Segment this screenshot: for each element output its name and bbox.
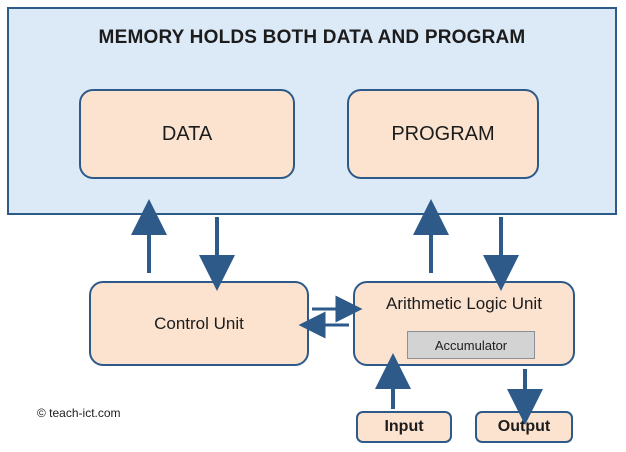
alu-label: Arithmetic Logic Unit bbox=[386, 294, 542, 313]
memory-program-block bbox=[347, 89, 539, 179]
input-block bbox=[356, 411, 452, 443]
memory-data-block bbox=[79, 89, 295, 179]
control-unit-block bbox=[89, 281, 309, 366]
memory-title: MEMORY HOLDS BOTH DATA AND PROGRAM bbox=[98, 27, 526, 48]
memory-program-label: PROGRAM bbox=[391, 122, 495, 145]
credit-text: © teach-ict.com bbox=[37, 406, 121, 420]
output-block bbox=[475, 411, 573, 443]
memory-data-label: DATA bbox=[161, 122, 213, 145]
control-unit-label: Control Unit bbox=[154, 313, 244, 333]
accumulator-label: Accumulator bbox=[434, 337, 508, 353]
input-label: Input bbox=[384, 418, 424, 435]
output-label: Output bbox=[497, 418, 551, 435]
accumulator-block bbox=[407, 331, 535, 359]
alu-block bbox=[353, 281, 575, 366]
